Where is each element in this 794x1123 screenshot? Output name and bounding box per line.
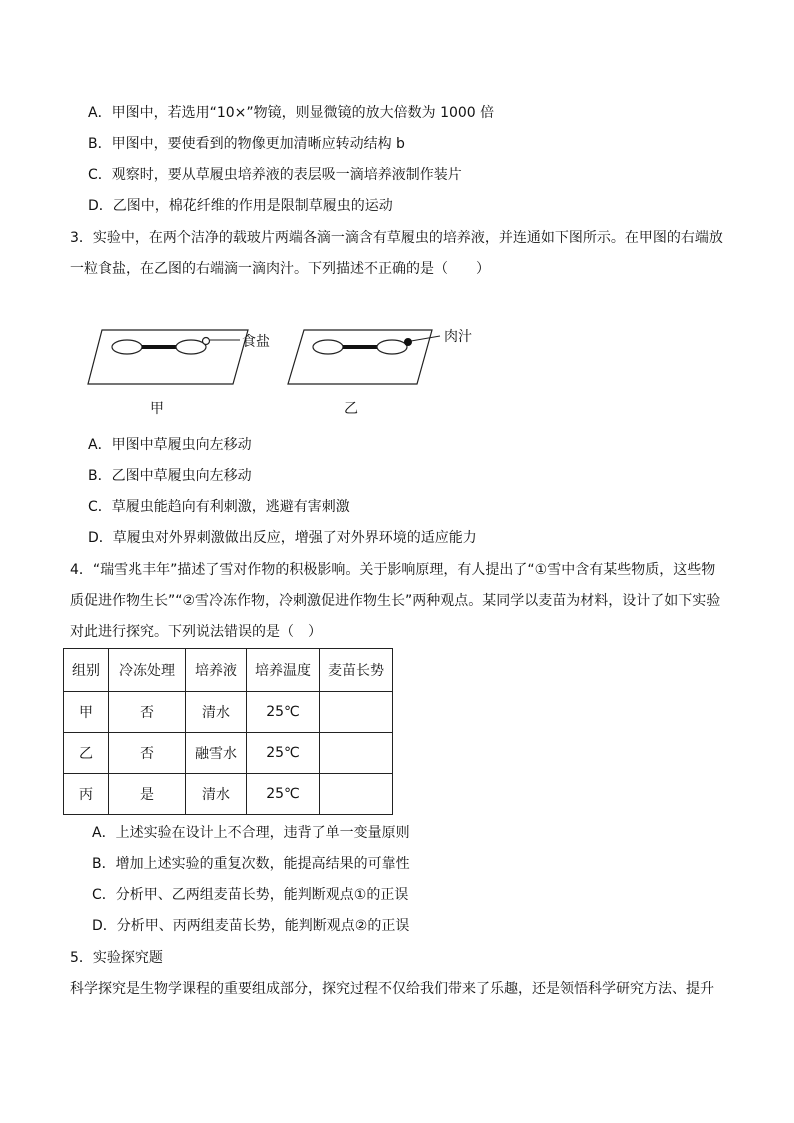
table-header-cell: 冷冻处理	[109, 649, 186, 692]
table-cell: 否	[109, 733, 186, 774]
table-cell	[320, 692, 393, 733]
q3-figure	[80, 318, 500, 432]
meat-juice-drop	[405, 339, 412, 346]
table-row	[64, 733, 393, 774]
slide-left	[88, 330, 248, 384]
table-cell: 融雪水	[186, 733, 247, 774]
table-cell: 丙	[64, 774, 109, 815]
table-cell	[320, 733, 393, 774]
q2-option-a: A．甲图中，若选用“10×”物镜，则显微镜的放大倍数为 1000 倍	[88, 105, 495, 121]
table-header-cell: 麦苗长势	[320, 649, 393, 692]
table-cell	[320, 774, 393, 815]
q2-option-d: D．乙图中，棉花纤维的作用是限制草履虫的运动	[88, 198, 393, 214]
table-cell: 25℃	[247, 733, 320, 774]
table-header-cell: 组别	[64, 649, 109, 692]
meat-juice-pointer	[411, 336, 440, 341]
experiment-table	[63, 648, 393, 815]
q4-option-c: C．分析甲、乙两组麦苗长势，能判断观点①的正误	[92, 887, 409, 903]
table-header-row	[64, 649, 393, 692]
table-cell: 25℃	[247, 692, 320, 733]
table-header-cell: 培养液	[186, 649, 247, 692]
table-cell: 甲	[64, 692, 109, 733]
salt-grain	[203, 338, 210, 345]
culture-drop-right-1	[313, 340, 343, 354]
table-cell: 是	[109, 774, 186, 815]
table-cell: 25℃	[247, 774, 320, 815]
q4-option-a: A．上述实验在设计上不合理，违背了单一变量原则	[92, 825, 410, 841]
q4-stem-line3: 对此进行探究。下列说法错误的是（ ）	[70, 624, 322, 640]
culture-drop-right-2	[377, 340, 407, 354]
slides-diagram	[80, 318, 500, 428]
table-cell: 否	[109, 692, 186, 733]
table-row	[64, 692, 393, 733]
table-cell: 清水	[186, 692, 247, 733]
table-cell: 清水	[186, 774, 247, 815]
table-row	[64, 774, 393, 815]
q4-stem-line1: 4．“瑞雪兆丰年”描述了雪对作物的积极影响。关于影响原理，有人提出了“①雪中含有某些物质，这些物	[70, 562, 716, 578]
q3-stem-line2: 一粒食盐，在乙图的右端滴一滴肉汁。下列描述不正确的是（ ）	[70, 261, 490, 277]
meat-juice-label: 肉汁	[444, 329, 472, 345]
slide-right	[288, 330, 432, 384]
table-header-cell: 培养温度	[247, 649, 320, 692]
q4-option-d: D．分析甲、丙两组麦苗长势，能判断观点②的正误	[92, 918, 410, 934]
q3-option-d: D．草履虫对外界刺激做出反应，增强了对外界环境的适应能力	[88, 530, 477, 546]
q4-stem-line2: 质促进作物生长”“②雪冷冻作物，冷刺激促进作物生长”两种观点。某同学以麦苗为材料，设计了如下实验	[70, 593, 721, 609]
q3-option-c: C．草履虫能趋向有利刺激，逃避有害刺激	[88, 499, 350, 515]
culture-drop-left-1	[112, 340, 142, 354]
table-cell: 乙	[64, 733, 109, 774]
q2-option-c: C．观察时，要从草履虫培养液的表层吸一滴培养液制作装片	[88, 167, 462, 183]
q2-option-b: B．甲图中，要使看到的物像更加清晰应转动结构 b	[88, 136, 405, 152]
q3-stem-line1: 3．实验中，在两个洁净的载玻片两端各滴一滴含有草履虫的培养液，并连通如下图所示。在甲图的右端放	[70, 230, 723, 246]
figure-caption-left: 甲	[150, 401, 164, 417]
q3-option-b: B．乙图中草履虫向左移动	[88, 468, 252, 484]
q5-title: 5．实验探究题	[70, 950, 163, 966]
q3-option-a: A．甲图中草履虫向左移动	[88, 437, 252, 453]
salt-label: 食盐	[242, 334, 270, 350]
q4-option-b: B．增加上述实验的重复次数，能提高结果的可靠性	[92, 856, 410, 872]
q5-line1: 科学探究是生物学课程的重要组成部分，探究过程不仅给我们带来了乐趣，还是领悟科学研究方法、提升	[70, 981, 714, 997]
figure-caption-right: 乙	[344, 401, 358, 417]
culture-drop-left-2	[176, 340, 206, 354]
